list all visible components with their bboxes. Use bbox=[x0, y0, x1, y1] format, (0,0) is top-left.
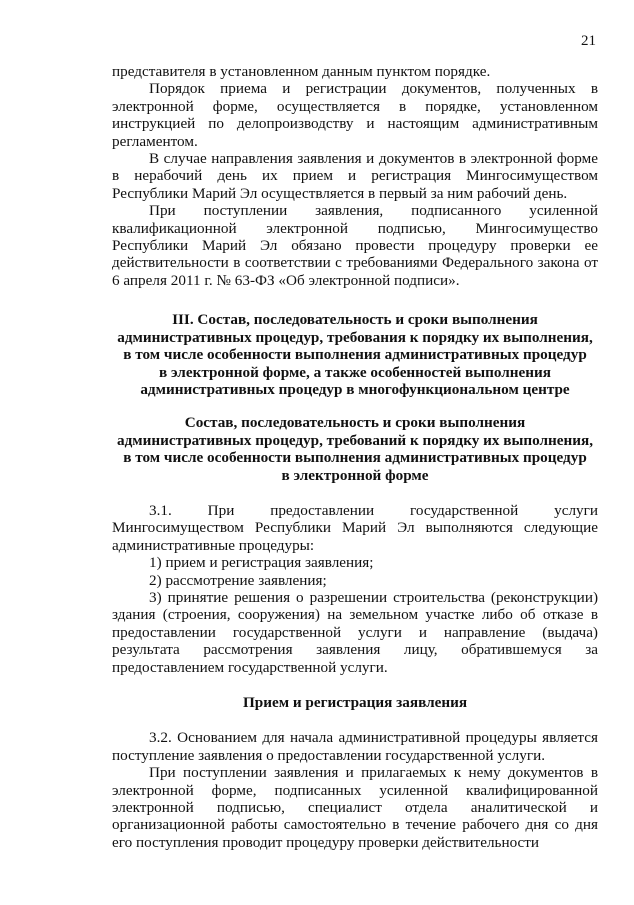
procedures-block bbox=[112, 502, 598, 676]
page-number: 21 bbox=[581, 33, 596, 49]
paragraph-registration-order: Порядок приема и регистрации документов, полученных в электронной форме, осуществляется в порядке, установленном инструкцией по делопроизводству и настоящим административным регламентом. bbox=[112, 80, 598, 150]
section-heading-line: в том числе особенности выполнения административных процедур bbox=[123, 346, 587, 364]
procedures-intro: 3.1. При предоставлении государственной услуги Мингосимуществом Республики Марий Эл выполняются следующие административные процедуры: bbox=[112, 501, 598, 554]
paragraph-basis: 3.2. Основанием для начала административной процедуры является поступление заявления о предоставлении государственной услуги. bbox=[112, 729, 598, 764]
subheading-line: в электронной форме bbox=[281, 466, 429, 484]
paragraph-signature-check: При поступлении заявления, подписанного усиленной квалификационной электронной подписью, Мингосимущество Республики Марий Эл обязано провести процедуру проверки ее действительности в соответствии с требованиями Федерального закона от 6 апреля 2011 г. № 63-ФЗ «Об электронной подписи». bbox=[112, 202, 598, 289]
subheading-line: в том числе особенности выполнения административных процедур bbox=[123, 449, 587, 467]
procedure-item: 3) принятие решения о разрешении строительства (реконструкции) здания (строения, сооружения) на земельном участке либо об отказе в предоставлении государственной услуги и направление (выдача) результата рассмотрения заявления лицу, обратившемуся за предоставлением государственной услуги. bbox=[112, 588, 598, 676]
paragraph-nonworking-day: В случае направления заявления и документов в электронной форме в нерабочий день их прием и регистрация Мингосимуществом Республики Марий Эл осуществляется в первый за ним рабочий день. bbox=[112, 150, 598, 202]
reception-heading-wrap bbox=[112, 694, 598, 711]
paragraph-electronic-receipt: При поступлении заявления и прилагаемых к нему документов в электронной форме, подписанных усиленной квалифицированной электронной подписью, специалист отдела аналитической и организационной работы самостоятельно в течение рабочего дня со дня его поступления проводит процедуру проверки действительности bbox=[112, 764, 598, 851]
section-heading bbox=[112, 311, 598, 398]
subheading bbox=[112, 414, 598, 484]
page-content bbox=[112, 63, 598, 851]
procedure-item: 1) прием и регистрация заявления; bbox=[149, 554, 374, 572]
section-heading-line: III. Состав, последовательность и сроки выполнения bbox=[172, 311, 538, 329]
paragraph-continuation: представителя в установленном данным пунктом порядке. bbox=[112, 63, 491, 80]
procedure-item: 2) рассмотрение заявления; bbox=[149, 571, 327, 589]
reception-heading: Прием и регистрация заявления bbox=[242, 694, 468, 711]
section-heading-line: административных процедур, требования к порядку их выполнения, bbox=[117, 328, 593, 346]
section-heading-line: в электронной форме, а также особенностей выполнения bbox=[159, 363, 551, 381]
subheading-line: Состав, последовательность и сроки выполнения bbox=[184, 414, 526, 432]
section-heading-line: административных процедур в многофункциональном центре bbox=[140, 380, 570, 398]
reception-block bbox=[112, 729, 598, 851]
subheading-line: административных процедур, требований к порядку их выполнения, bbox=[116, 431, 594, 449]
